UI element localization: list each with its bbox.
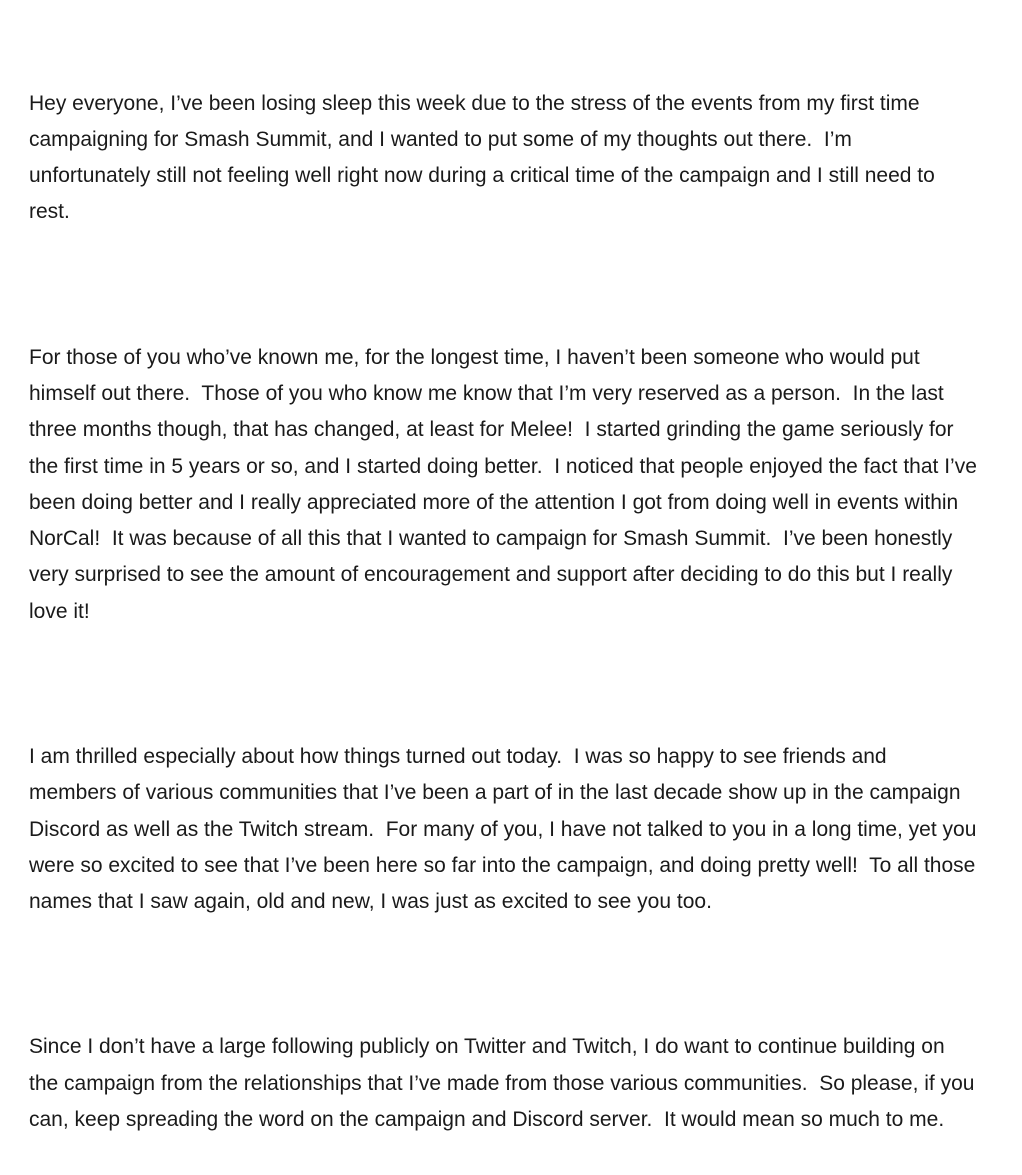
document-body <box>29 13 983 1175</box>
paragraph-4: Since I don’t have a large following publicly on Twitter and Twitch, I do want to continue building on the campaign from the relationships that I’ve made from those various communities. So please, if you can, keep spreading the word on the campaign and Discord server. It would mean so much to me. <box>29 1035 981 1131</box>
paragraph-2: For those of you who’ve known me, for the longest time, I haven’t been someone who would put himself out there. Those of you who know me know that I’m very reserved as a person. In the last three months though, that has changed, at least for Melee! I started grinding the game seriously for the first time in 5 years or so, and I started doing better. I noticed that people enjoyed the fact that I’ve been doing better and I really appreciated more of the attention I got from doing well in events within NorCal! It was because of all this that I wanted to campaign for Smash Summit. I’ve been honestly very surprised to see the amount of encouragement and support after deciding to do this but I really love it! <box>29 345 983 623</box>
paragraph-1: Hey everyone, I’ve been losing sleep this week due to the stress of the events from my first time campaigning for Smash Summit, and I wanted to put some of my thoughts out there. I’m unfortunately still not feeling well right now during a critical time of the campaign and I still need to rest. <box>29 91 941 224</box>
paragraph-3: I am thrilled especially about how things turned out today. I was so happy to see friends and members of various communities that I’ve been a part of in the last decade show up in the campaign Discord as well as the Twitch stream. For many of you, I have not talked to you in a long time, yet you were so excited to see that I’ve been here so far into the campaign, and doing pretty well! To all those names that I saw again, old and new, I was just as excited to see you too. <box>29 744 983 914</box>
